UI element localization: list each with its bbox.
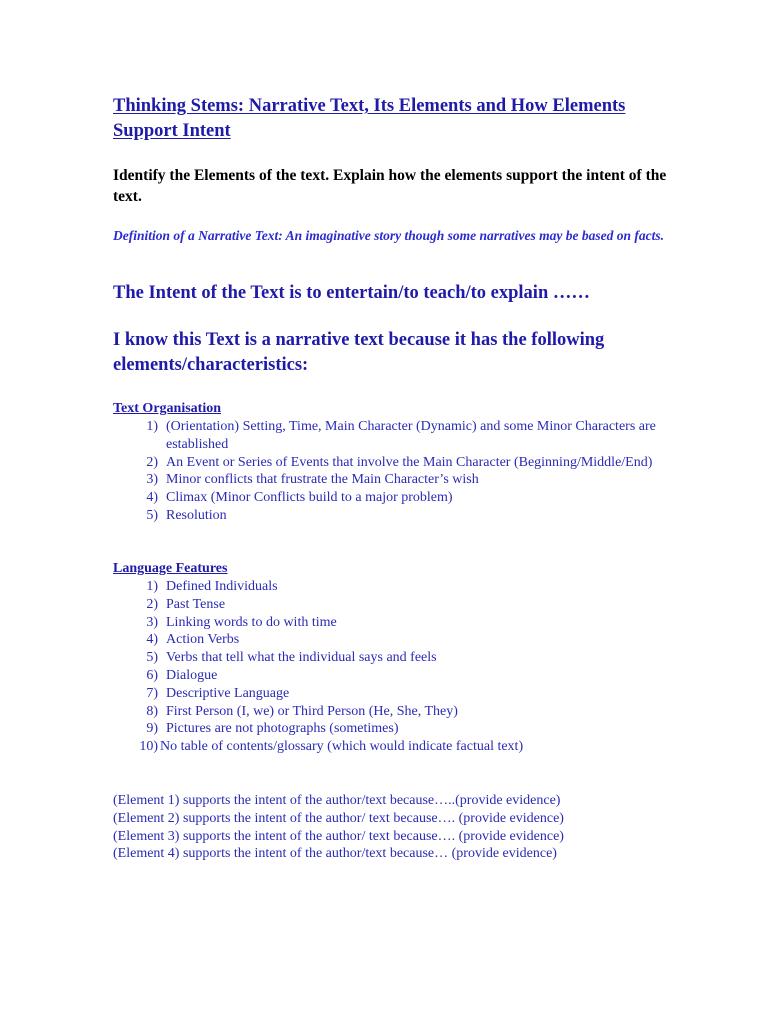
list-item-text: An Event or Series of Events that involve the Main Character (Beginning/Middle/End): [166, 454, 653, 470]
list-item-number: 10): [139, 739, 158, 755]
list-item: [113, 720, 673, 738]
list-item-text: Past Tense: [166, 596, 226, 612]
definition-text: Definition of a Narrative Text: An imaginative story though some narratives may be based on facts.: [113, 228, 665, 243]
list-item-number: 3): [146, 472, 158, 488]
list-item: [113, 738, 673, 756]
list-item-text: Dialogue: [166, 667, 218, 683]
evidence-line: (Element 2) supports the intent of the author/ text because…. (provide evidence): [113, 810, 564, 826]
list-item: [113, 685, 673, 703]
list-item-number: 6): [146, 667, 158, 683]
list-item-number: 4): [146, 632, 158, 648]
instruction-text: Identify the Elements of the text. Explain how the elements support the intent of the text.: [113, 167, 667, 205]
document-title: Thinking Stems: Narrative Text, Its Elements and How Elements Support Intent: [113, 96, 626, 141]
list-item-text: Pictures are not photographs (sometimes): [166, 721, 399, 737]
list-item-number: 4): [146, 490, 158, 506]
list-item-text: Action Verbs: [166, 632, 240, 648]
list-item: [113, 454, 673, 472]
list-item: [113, 507, 673, 525]
list-item-text: No table of contents/glossary (which would indicate factual text): [160, 739, 524, 755]
text-organisation-list: [113, 418, 673, 525]
list-item: [113, 489, 673, 507]
text-organisation-heading: Text Organisation: [113, 401, 221, 416]
list-item: [113, 649, 673, 667]
list-item-number: 9): [146, 721, 158, 737]
evidence-line: (Element 4) supports the intent of the author/text because… (provide evidence): [113, 846, 557, 862]
list-item-number: 7): [146, 685, 158, 701]
list-item-number: 8): [146, 703, 158, 719]
list-item-number: 1): [146, 579, 158, 594]
list-item-text: Linking words to do with time: [166, 614, 337, 630]
list-item: [113, 471, 673, 489]
list-item-number: 2): [146, 454, 158, 470]
list-item-text: Verbs that tell what the individual says and feels: [166, 650, 437, 666]
list-item: [113, 667, 673, 685]
evidence-line: (Element 1) supports the intent of the author/text because…..(provide evidence): [113, 793, 561, 808]
list-item: [113, 614, 673, 632]
list-item-text: First Person (I, we) or Third Person (He, She, They): [166, 703, 458, 719]
list-item: [113, 596, 673, 614]
list-item-text: Resolution: [166, 507, 227, 523]
list-item-number: 5): [146, 507, 158, 523]
list-item-number: 2): [146, 596, 158, 612]
list-item-text: Climax (Minor Conflicts build to a major problem): [166, 490, 453, 506]
language-features-heading: Language Features: [113, 561, 228, 576]
list-item: [113, 418, 673, 454]
list-item-number: 5): [146, 650, 158, 666]
list-item-number: 1): [146, 419, 158, 434]
list-item: [113, 703, 673, 721]
list-item: [113, 578, 673, 596]
list-item-text: (Orientation) Setting, Time, Main Character (Dynamic) and some Minor Characters are established: [166, 419, 656, 452]
language-features-list: [113, 578, 673, 756]
list-item-text: Minor conflicts that frustrate the Main Character’s wish: [166, 472, 479, 488]
evidence-line: (Element 3) supports the intent of the author/ text because…. (provide evidence): [113, 828, 564, 844]
know-statement: I know this Text is a narrative text because it has the following elements/characteristics:: [113, 330, 605, 375]
list-item-text: Descriptive Language: [166, 685, 290, 701]
list-item: [113, 631, 673, 649]
list-item-text: Defined Individuals: [166, 579, 278, 594]
list-item-number: 3): [146, 614, 158, 630]
intent-statement: The Intent of the Text is to entertain/to teach/to explain ……: [113, 283, 590, 303]
evidence-lines: [113, 792, 713, 863]
